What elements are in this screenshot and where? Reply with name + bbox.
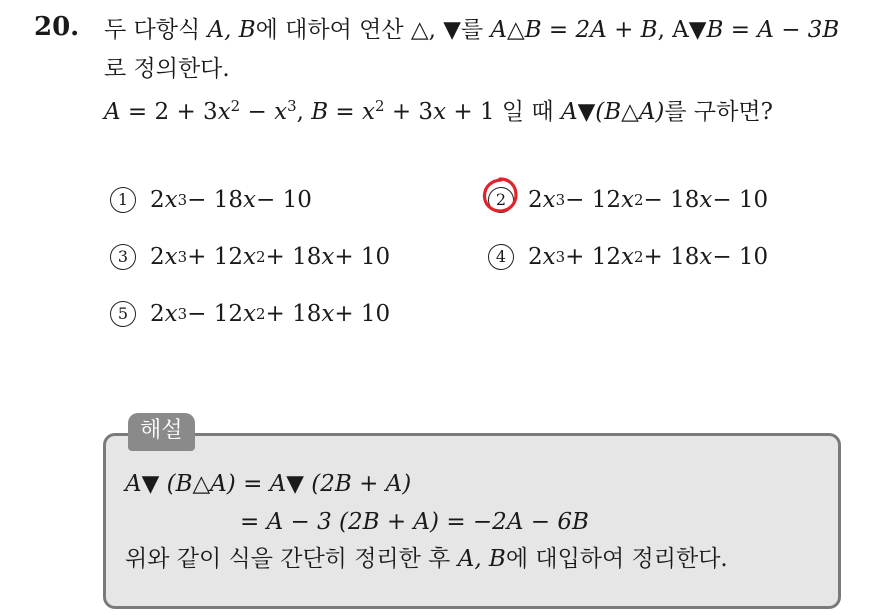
exponent: 2 xyxy=(633,191,644,209)
exponent: 3 xyxy=(177,191,188,209)
solution-lhs: A▼ (B△A) xyxy=(125,471,236,497)
var-x: x xyxy=(243,301,256,327)
var-x: x xyxy=(621,244,634,270)
coef: 2 xyxy=(150,187,165,213)
var-b: B xyxy=(311,99,329,126)
stem-text: 를 구하면? xyxy=(664,99,773,126)
term: − 12 xyxy=(187,301,243,327)
math-text: , xyxy=(296,99,312,126)
term: + 18 xyxy=(265,244,322,270)
var-x: x xyxy=(321,301,335,327)
exponent: 3 xyxy=(287,97,297,115)
var-x: x xyxy=(362,99,376,126)
var-x: x xyxy=(164,244,178,270)
solution-line-2: = A − 3 (2B + A) = −2A − 6B xyxy=(240,509,589,535)
term: − 10 xyxy=(255,187,312,213)
solution-vars: A, B xyxy=(457,546,506,572)
term: + 10 xyxy=(334,301,391,327)
var-x: x xyxy=(542,187,556,213)
choice-2[interactable] xyxy=(488,184,768,216)
question-stem-line-3 xyxy=(104,90,773,128)
solution-text: 에 대입하여 정리한다. xyxy=(505,546,728,572)
exponent: 2 xyxy=(633,248,644,266)
choice-4[interactable] xyxy=(488,241,768,273)
stem-text: 두 다항식 xyxy=(104,17,208,43)
solution-line-3 xyxy=(125,543,728,575)
var-x: x xyxy=(243,244,256,270)
choice-5[interactable] xyxy=(110,298,390,330)
solution-line-1 xyxy=(125,468,411,500)
var-x: x xyxy=(164,187,178,213)
exponent: 3 xyxy=(177,248,188,266)
question-stem-line-2: 로 정의한다. xyxy=(104,56,230,82)
term: − 10 xyxy=(712,187,769,213)
stem-text: , A▼ xyxy=(657,17,707,43)
term: − 18 xyxy=(643,187,700,213)
exponent: 2 xyxy=(255,248,266,266)
math-text: + 1 xyxy=(446,99,495,126)
var-x: x xyxy=(243,187,256,213)
term: − 18 xyxy=(187,187,243,213)
choice-number-badge: 3 xyxy=(110,244,136,270)
term: + 10 xyxy=(334,244,391,270)
term: + 18 xyxy=(643,244,700,270)
math-text: = 2 + 3 xyxy=(120,99,218,126)
exponent: 3 xyxy=(555,191,566,209)
question-stem-line-1 xyxy=(104,14,839,46)
math-text: = xyxy=(328,99,363,126)
term: + 12 xyxy=(187,244,243,270)
exponent: 2 xyxy=(375,97,385,115)
choice-number-badge: 4 xyxy=(488,244,514,270)
target-expression: A▼(B△A) xyxy=(560,99,665,126)
solution-rhs: = A▼ (2B + A) xyxy=(235,471,412,497)
var-x: x xyxy=(542,244,556,270)
exponent: 3 xyxy=(177,305,188,323)
stem-text: 에 대하여 연산 △, ▼를 xyxy=(255,17,491,43)
var-x: x xyxy=(164,301,178,327)
stem-text: 일 때 xyxy=(494,99,561,126)
operation-definition-2: B = A − 3B xyxy=(706,17,840,43)
term: − 12 xyxy=(565,187,621,213)
choice-3[interactable] xyxy=(110,241,390,273)
term: + 12 xyxy=(565,244,621,270)
math-text: − xyxy=(240,99,275,126)
var-x: x xyxy=(321,244,335,270)
term: − 10 xyxy=(712,244,769,270)
solution-text: 위와 같이 식을 간단히 정리한 후 xyxy=(125,546,458,572)
question-number: 20. xyxy=(34,12,80,42)
exponent: 3 xyxy=(555,248,566,266)
var-x: x xyxy=(621,187,634,213)
math-text: + 3 xyxy=(384,99,434,126)
coef: 2 xyxy=(150,301,165,327)
var-x: x xyxy=(274,99,288,126)
var-x: x xyxy=(217,99,231,126)
solution-label: 해설 xyxy=(128,413,195,451)
coef: 2 xyxy=(528,187,543,213)
stem-vars: A, B xyxy=(207,17,256,43)
operation-definition-1: A△B = 2A + B xyxy=(490,17,658,43)
term: + 18 xyxy=(265,301,322,327)
choice-1[interactable] xyxy=(110,184,312,216)
exponent: 2 xyxy=(255,305,266,323)
choice-number-badge: 2 xyxy=(488,187,514,213)
coef: 2 xyxy=(528,244,543,270)
exponent: 2 xyxy=(230,97,241,115)
var-x: x xyxy=(699,187,713,213)
choice-number-badge: 5 xyxy=(110,301,136,327)
var-a: A xyxy=(104,99,121,126)
coef: 2 xyxy=(150,244,165,270)
choice-number-badge: 1 xyxy=(110,187,136,213)
var-x: x xyxy=(699,244,713,270)
var-x: x xyxy=(433,99,447,126)
